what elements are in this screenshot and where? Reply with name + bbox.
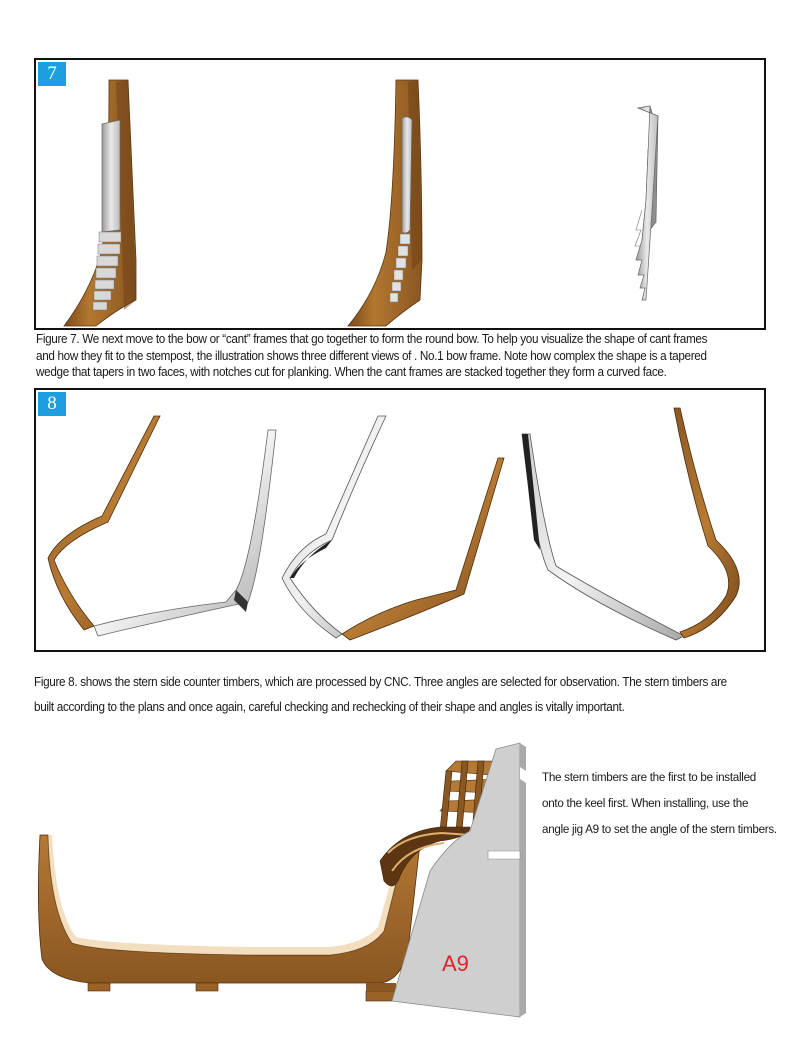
side-text-line: onto the keel first. When installing, use the [542, 796, 749, 810]
figure-7-caption [36, 331, 707, 381]
figure-7-caption-line: wedge that tapers in two faces, with notches cut for planking. When the cant frames are stacked together they form a curved face. [36, 365, 667, 379]
figure-7-caption-line: Figure 7. We next move to the bow or “cant” frames that go together to form the round bow. To help you visualize the shape of cant frames [36, 332, 708, 346]
cant-frame-view-1 [64, 80, 136, 326]
cant-frame-view-3 [635, 106, 658, 300]
figure-8-badge: 8 [38, 392, 66, 416]
side-text-line: angle jig A9 to set the angle of the stern timbers. [542, 822, 777, 836]
figure-7-illustration [36, 60, 764, 328]
figure-8-panel [34, 388, 766, 652]
cant-frame-view-2 [348, 80, 422, 326]
figure-8-illustration [36, 390, 764, 650]
counter-timber-view-1 [48, 416, 276, 636]
figure-8-caption [34, 670, 727, 720]
figure-7-panel [34, 58, 766, 330]
figure-9-side-text [542, 764, 777, 842]
counter-timber-view-3 [522, 408, 739, 640]
jig-a9-label: A9 [442, 951, 469, 976]
figure-7-badge: 7 [38, 62, 66, 86]
figure-8-caption-line: built according to the plans and once again, careful checking and rechecking of their shape and angles is vitally important. [34, 700, 625, 714]
figure-8-caption-line: Figure 8. shows the stern side counter timbers, which are processed by CNC. Three angles are selected for observation. The stern timbers are [34, 675, 727, 689]
keel-assembly [38, 835, 420, 1001]
figure-7-caption-line: and how they fit to the stempost, the illustration shows three different views of . No.1 bow frame. Note how complex the shape is a tapered [36, 348, 707, 363]
side-text-line: The stern timbers are the first to be installed [542, 770, 756, 784]
counter-timber-view-2 [282, 416, 504, 640]
